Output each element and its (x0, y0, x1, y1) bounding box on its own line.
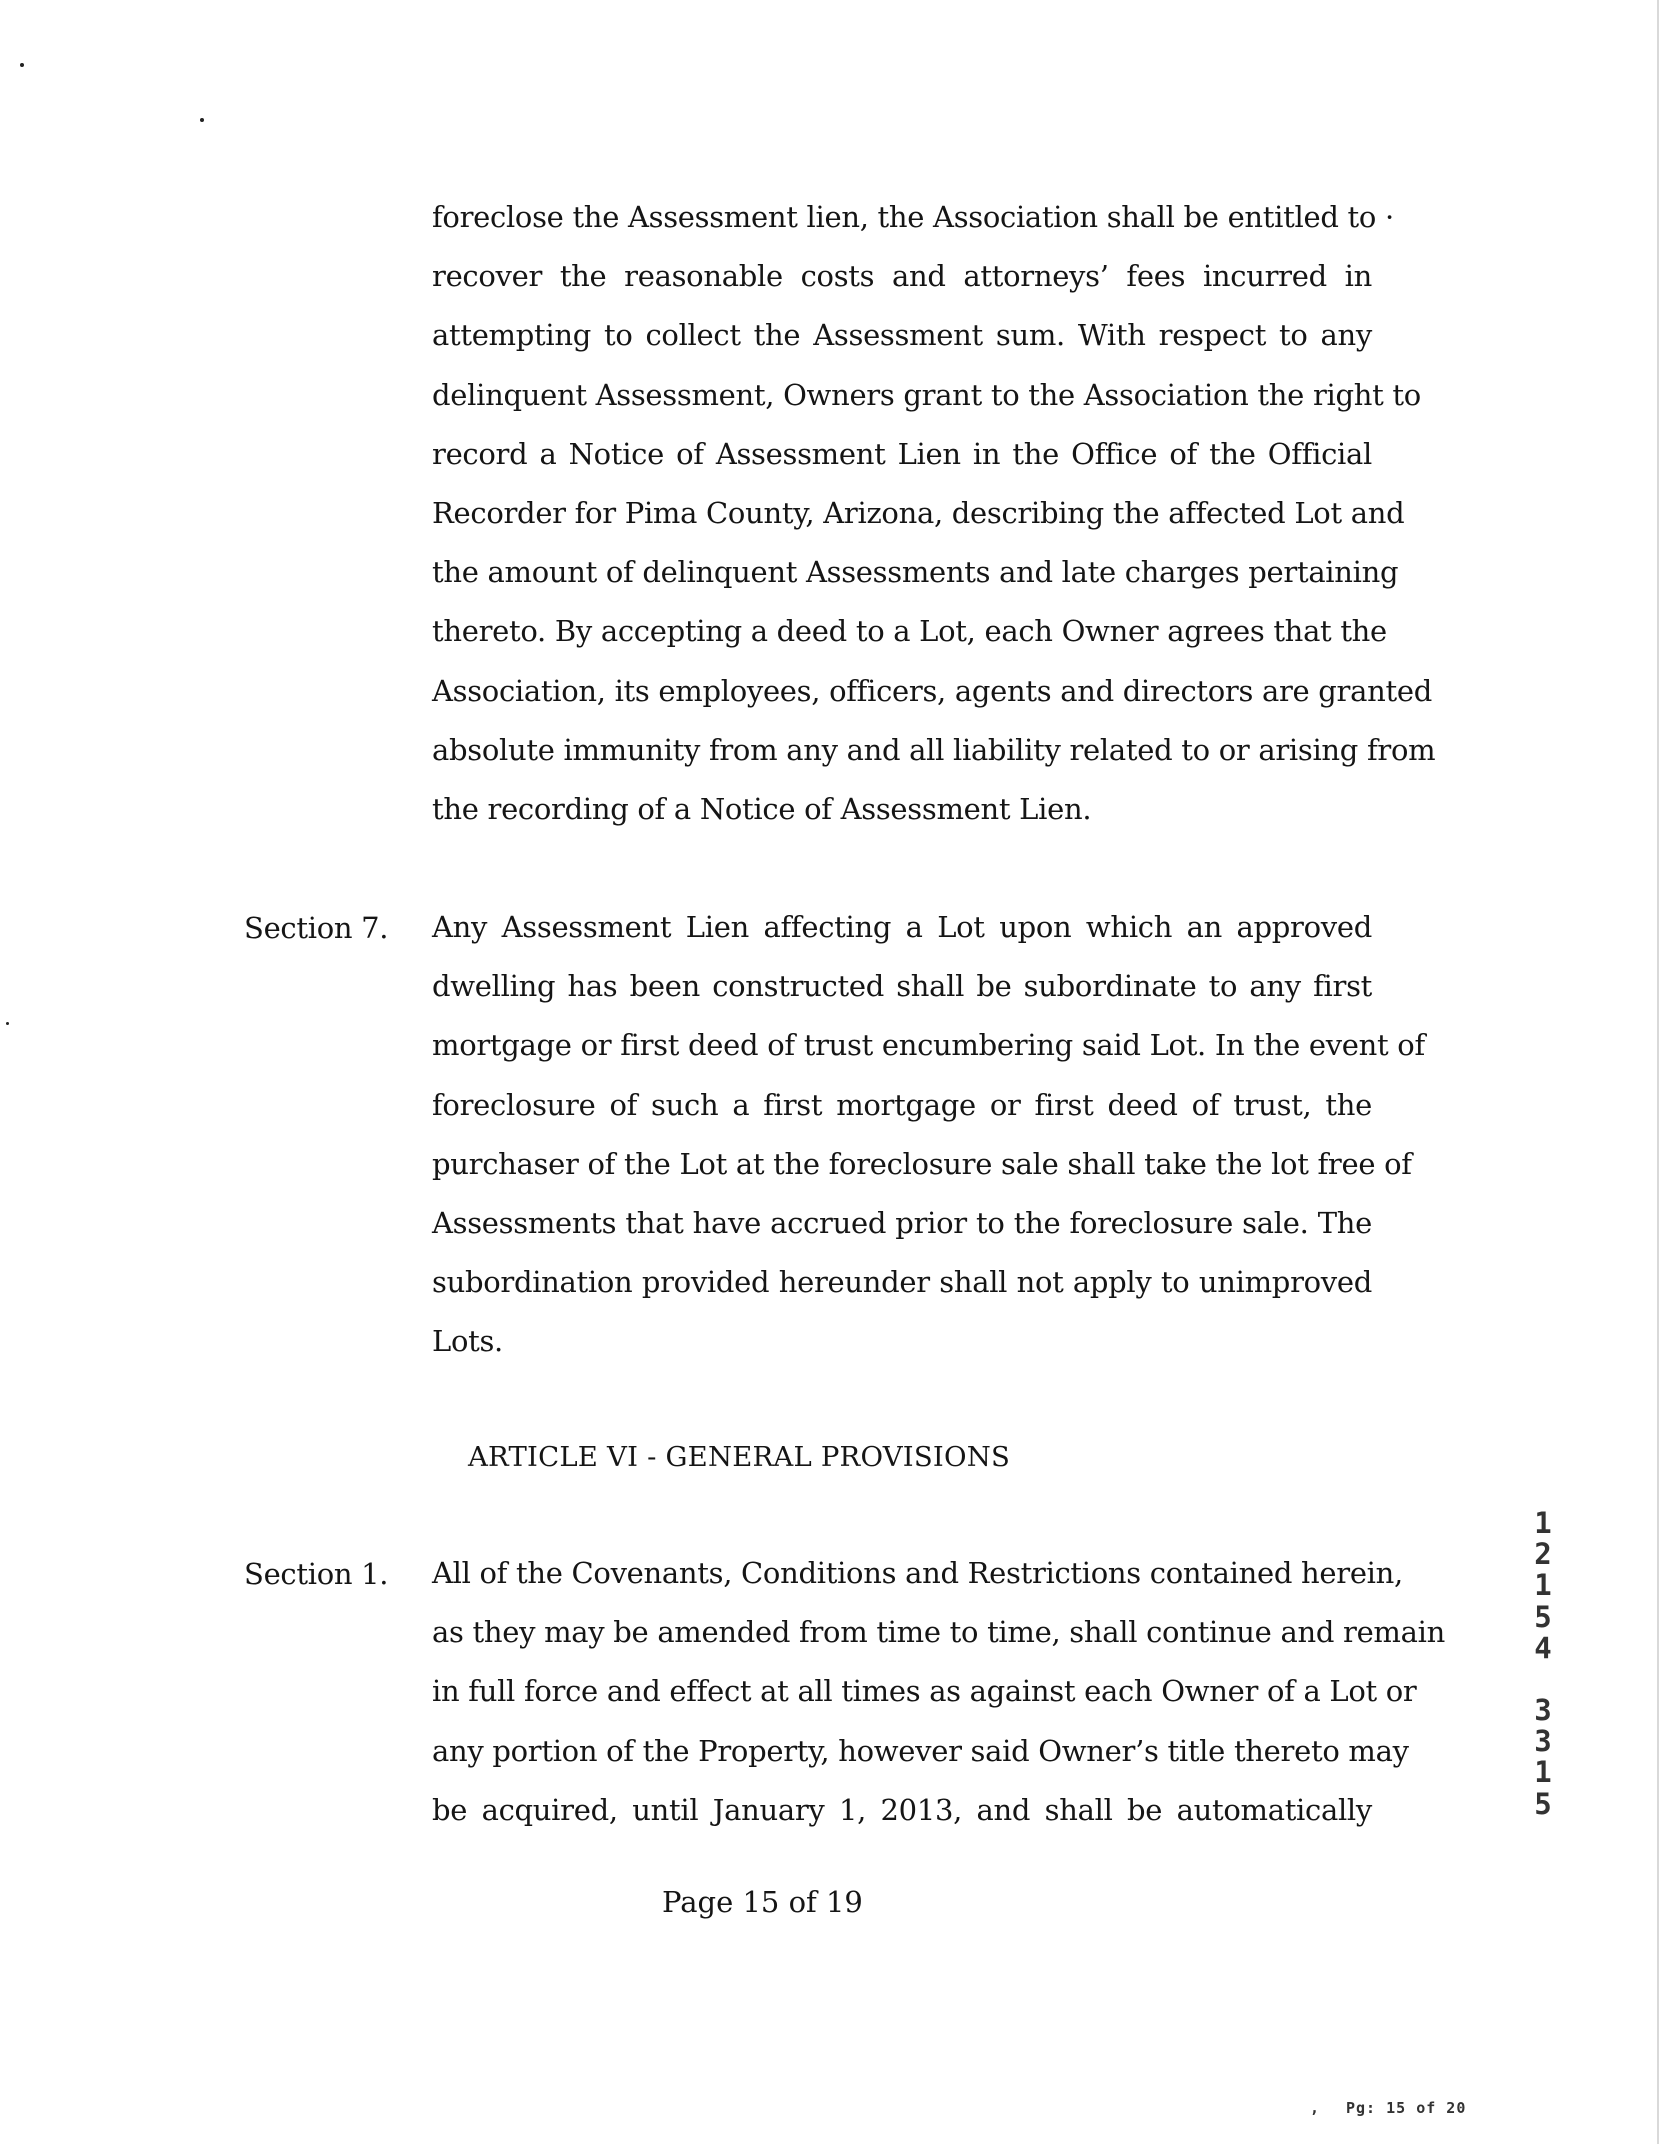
scan-speck (200, 118, 204, 122)
section-1-paragraph (432, 1544, 1445, 1840)
stamp-digit: 1 (1534, 1506, 1552, 1540)
stamp-digit: 2 (1534, 1537, 1552, 1572)
stamp-digit: 1 (1534, 1755, 1552, 1790)
recording-number-stamp (1528, 1508, 1558, 1820)
paragraph-line: the amount of delinquent Assessments and late charges pertaining (432, 555, 1399, 590)
section-7-label: Section 7. (244, 911, 389, 945)
scan-speck (6, 1022, 9, 1025)
paragraph-line: absolute immunity from any and all liability related to or arising from (432, 732, 1436, 767)
scan-speck (20, 63, 24, 67)
section-1-label: Section 1. (244, 1557, 389, 1591)
stamp-digit: 4 (1534, 1630, 1552, 1665)
section-7-paragraph (432, 898, 1425, 1372)
recorder-page-footer: Pg: 15 of 20 (1346, 2099, 1467, 2117)
paragraph-line: the recording of a Notice of Assessment Lien. (432, 792, 1092, 827)
paragraph-line: as they may be amended from time to time, shall continue and remain (432, 1615, 1445, 1650)
paragraph-line: in full force and effect at all times as against each Owner of a Lot or (432, 1674, 1417, 1709)
paragraph-line: delinquent Assessment, Owners grant to the Association the right to (432, 377, 1421, 412)
paragraph-line: attempting to collect the Assessment sum. With respect to any (432, 318, 1372, 353)
stamp-digit: 5 (1534, 1786, 1552, 1821)
paragraph-line: record a Notice of Assessment Lien in the Office of the Official (432, 436, 1372, 471)
paragraph-line: foreclosure of such a first mortgage or first deed of trust, the (432, 1087, 1372, 1122)
paragraph-line: any portion of the Property, however said Owner’s title thereto may (432, 1733, 1409, 1768)
paragraph-line: Any Assessment Lien affecting a Lot upon which an approved (432, 910, 1372, 944)
stamp-digit: 3 (1534, 1692, 1552, 1727)
continuation-paragraph (432, 188, 1436, 839)
paragraph-line: Assessments that have accrued prior to the foreclosure sale. The (432, 1206, 1372, 1241)
paragraph-line: Association, its employees, officers, agents and directors are granted (432, 673, 1432, 708)
paragraph-line: purchaser of the Lot at the foreclosure sale shall take the lot free of (432, 1146, 1412, 1181)
paragraph-line: recover the reasonable costs and attorneys’ fees incurred in (432, 259, 1372, 294)
paragraph-line: foreclose the Assessment lien, the Association shall be entitled to · (432, 200, 1394, 234)
paragraph-line: be acquired, until January 1, 2013, and shall be automatically (432, 1792, 1372, 1827)
stamp-digit: 1 (1534, 1568, 1552, 1603)
paragraph-line: thereto. By accepting a deed to a Lot, each Owner agrees that the (432, 614, 1387, 649)
page-right-edge (1657, 0, 1659, 2144)
page-number-footer: Page 15 of 19 (662, 1885, 863, 1919)
article-heading: ARTICLE VI - GENERAL PROVISIONS (468, 1441, 1010, 1473)
stamp-digit: 5 (1534, 1599, 1552, 1634)
stamp-digit: 3 (1534, 1724, 1552, 1759)
paragraph-line: subordination provided hereunder shall not apply to unimproved (432, 1265, 1372, 1300)
stamp-gap (1528, 1664, 1558, 1695)
paragraph-line: dwelling has been constructed shall be subordinate to any first (432, 969, 1372, 1004)
paragraph-line: Recorder for Pima County, Arizona, describing the affected Lot and (432, 496, 1405, 531)
recorder-footer-mark: , (1310, 2099, 1320, 2117)
paragraph-line: Lots. (432, 1324, 503, 1359)
paragraph-line: All of the Covenants, Conditions and Restrictions contained herein, (432, 1556, 1403, 1590)
paragraph-line: mortgage or first deed of trust encumbering said Lot. In the event of (432, 1028, 1425, 1063)
